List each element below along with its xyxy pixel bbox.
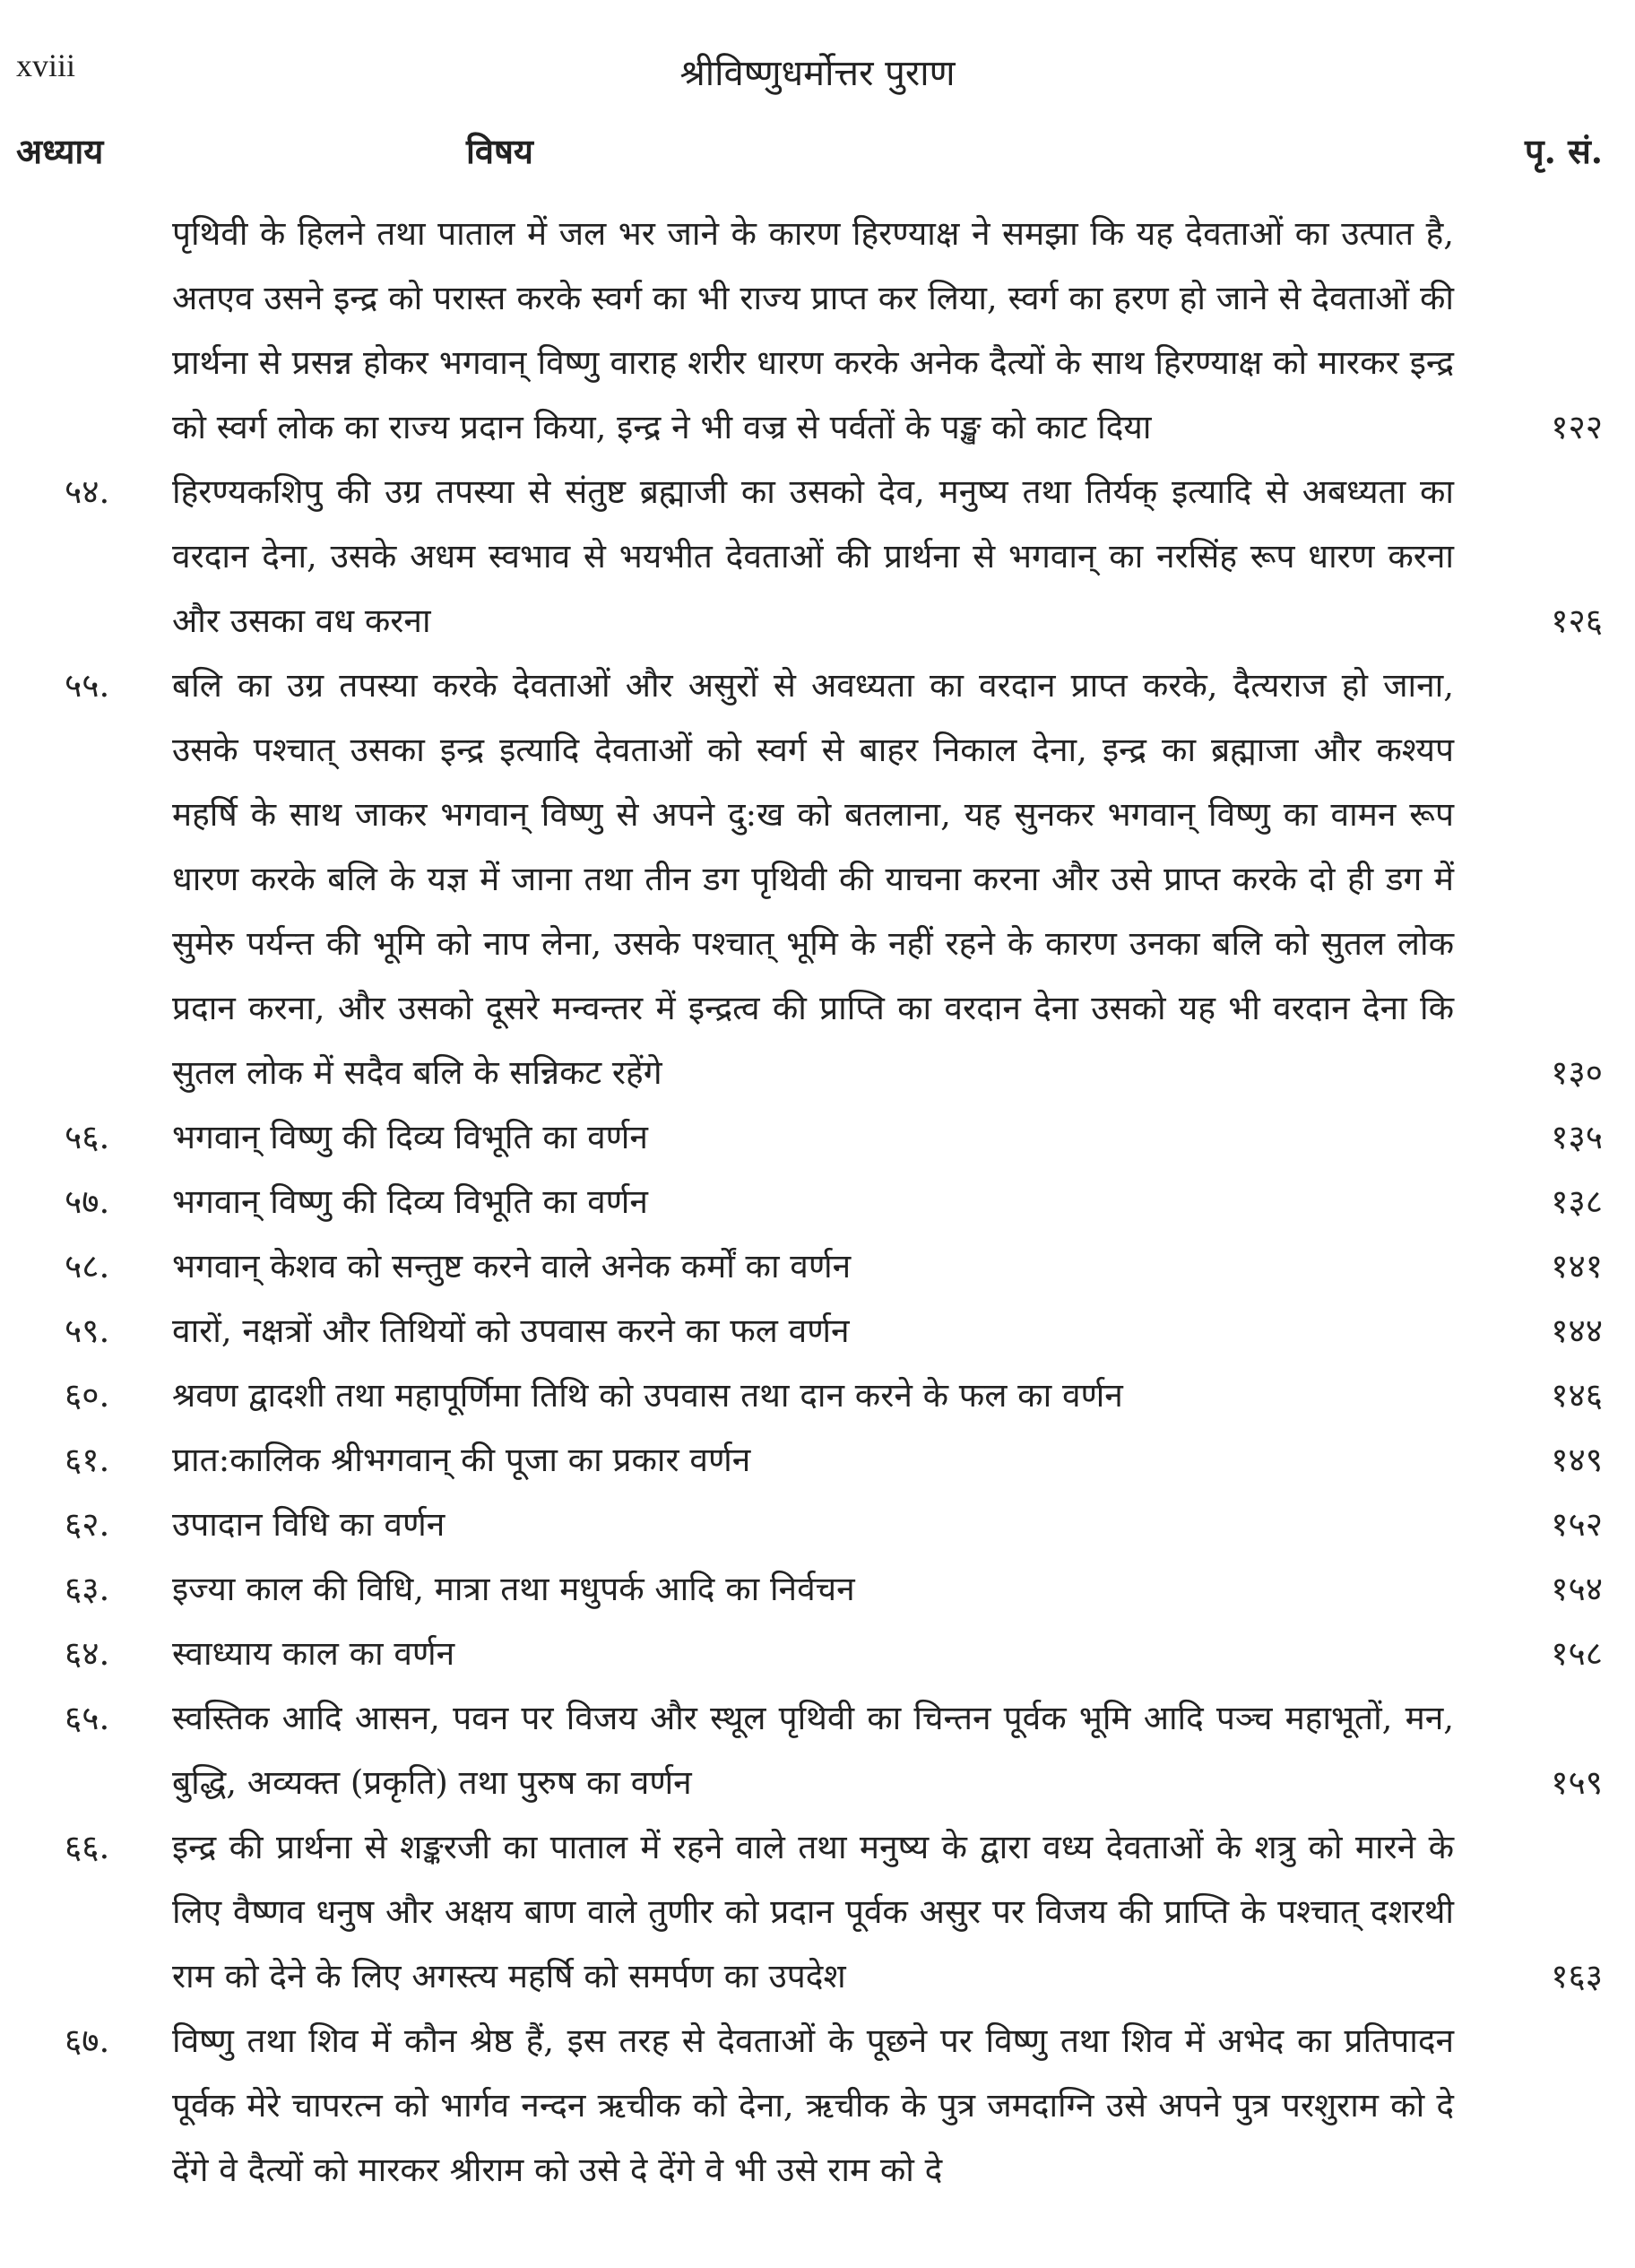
chapter-number: ६२. [65,1505,110,1544]
column-header-page: पृ. सं. [1525,131,1603,171]
page-reference: १५८ [1551,1634,1603,1673]
page-reference: १४९ [1551,1441,1603,1479]
contents-entry [0,1686,1635,1815]
contents-entry [0,460,1635,654]
chapter-number: ५५. [65,666,110,705]
chapter-subject: बलि का उग्र तपस्या करके देवताओं और असुरों से अवध्यता का वरदान प्राप्त करके, दैत्यराज हो जाना, उसके पश्चात् उसका इन्द्र इत्यादि देवताओं को स्वर्ग से बाहर निकाल देना, इन्द्र का ब्रह्माजा और कश्यप महर्षि के साथ जाकर भगवान् विष्णु से अपने दु:ख को बतलाना, यह सुनकर भगवान् विष्णु का वामन रूप धारण करके बलि के यज्ञ में जाना तथा तीन डग पृथिवी की याचना करना और उसे प्राप्त करके दो ही डग में सुमेरु पर्यन्त की भूमि को नाप लेना, उसके पश्चात् भूमि के नहीं रहने के कारण उनका बलि को सुतल लोक प्रदान करना, और उसको दूसरे मन्वन्तर में इन्द्रत्व की प्राप्ति का वरदान देना उसको यह भी वरदान देना कि सुतल लोक में सदैव बलि के सन्निकट रहेंगे [172,666,1454,1092]
contents-entry [0,1428,1635,1493]
chapter-number: ५६. [65,1118,110,1156]
column-headers [0,127,1635,190]
chapter-subject: विष्णु तथा शिव में कौन श्रेष्ठ हैं, इस तरह से देवताओं के पूछने पर विष्णु तथा शिव में अभेद का प्रतिपादन पूर्वक मेरे चापरत्न को भार्गव नन्दन ऋचीक को देना, ऋचीक के पुत्र जमदाग्नि उसे अपने पुत्र परशुराम को दे देंगे वे दैत्यों को मारकर श्रीराम को उसे दे देंगे वे भी उसे राम को दे [172,2021,1454,2189]
chapter-subject: पृथिवी के हिलने तथा पाताल में जल भर जाने के कारण हिरण्याक्ष ने समझा कि यह देवताओं का उत्पात है, अतएव उसने इन्द्र को परास्त करके स्वर्ग का भी राज्य प्राप्त कर लिया, स्वर्ग का हरण हो जाने से देवताओं की प्रार्थना से प्रसन्न होकर भगवान् विष्णु वाराह शरीर धारण करके अनेक दैत्यों के साथ हिरण्याक्ष को मारकर इन्द्र को स्वर्ग लोक का राज्य प्रदान किया, इन्द्र ने भी वज्र से पर्वतों के पङ्ख को काट दिया [172,214,1454,446]
contents-entry [0,1557,1635,1622]
page-reference: १३८ [1551,1182,1603,1221]
contents-entry [0,1363,1635,1428]
chapter-subject: स्वाध्याय काल का वर्णन [172,1634,455,1673]
chapter-subject: इज्या काल की विधि, मात्रा तथा मधुपर्क आदि का निर्वचन [172,1570,855,1608]
chapter-subject: भगवान् विष्णु की दिव्य विभूति का वर्णन [172,1182,648,1221]
page-reference: १३० [1551,1053,1603,1092]
chapter-number: ५९. [65,1311,110,1350]
contents-entry [0,1234,1635,1299]
chapter-number: ६६. [65,1828,110,1866]
contents-entry [0,1622,1635,1686]
page-reference: १३५ [1551,1118,1603,1156]
chapter-subject: हिरण्यकशिपु की उग्र तपस्या से संतुष्ट ब्रह्माजी का उसको देव, मनुष्य तथा तिर्यक् इत्यादि से अबध्यता का वरदान देना, उसके अधम स्वभाव से भयभीत देवताओं की प्रार्थना से भगवान् का नरसिंह रूप धारण करना और उसका वध करना [172,472,1454,640]
chapter-number: ६१. [65,1441,110,1479]
page-header [0,47,1635,100]
column-header-chapter: अध्याय [16,131,104,171]
chapter-number: ५८. [65,1247,110,1285]
contents-entry [0,1815,1635,2009]
chapter-subject: वारों, नक्षत्रों और तिथियों को उपवास करने का फल वर्णन [172,1311,850,1350]
chapter-number: ६५. [65,1699,110,1737]
chapter-subject: भगवान् केशव को सन्तुष्ट करने वाले अनेक कर्मों का वर्णन [172,1247,852,1285]
contents-entry [0,654,1635,1105]
chapter-number: ६३. [65,1570,110,1608]
contents-entry [0,1299,1635,1363]
chapter-number: ६७. [65,2021,110,2060]
contents-entry [0,1493,1635,1557]
chapter-number: ६४. [65,1634,110,1673]
contents-entry [0,202,1635,460]
chapter-number: ५७. [65,1182,110,1221]
chapter-subject: स्वस्तिक आदि आसन, पवन पर विजय और स्थूल पृथिवी का चिन्तन पूर्वक भूमि आदि पञ्च महाभूतों, मन, बुद्धि, अव्यक्त (प्रकृति) तथा पुरुष का वर्णन [172,1699,1454,1802]
page-reference: १५२ [1551,1505,1603,1544]
page-number: xviii [16,48,76,83]
page-reference: १६३ [1551,1957,1603,1995]
page-reference: १५४ [1551,1570,1603,1608]
contents-entry [0,2009,1635,2203]
chapter-subject: उपादान विधि का वर्णन [172,1505,446,1544]
page-reference: १४४ [1551,1311,1603,1350]
chapter-subject: श्रवण द्वादशी तथा महापूर्णिमा तिथि को उपवास तथा दान करने के फल का वर्णन [172,1376,1123,1415]
page-reference: १५९ [1551,1763,1603,1802]
chapter-number: ६०. [65,1376,110,1415]
contents-list [0,202,1635,2203]
chapter-subject: इन्द्र की प्रार्थना से शङ्करजी का पाताल में रहने वाले तथा मनुष्य के द्वारा वध्य देवताओं के शत्रु को मारने के लिए वैष्णव धनुष और अक्षय बाण वाले तुणीर को प्रदान पूर्वक असुर पर विजय की प्राप्ति के पश्चात् दशरथी राम को देने के लिए अगस्त्य महर्षि को समर्पण का उपदेश [172,1828,1455,1995]
page-reference: १२२ [1551,408,1603,446]
page-reference: १४१ [1551,1247,1603,1285]
chapter-number: ५४. [65,472,110,511]
page-reference: १२६ [1551,602,1603,640]
contents-entry [0,1105,1635,1170]
contents-entry [0,1170,1635,1234]
running-title: श्रीविष्णुधर्मोत्तर पुराण [679,53,956,94]
page-reference: १४६ [1551,1376,1603,1415]
column-header-subject: विषय [466,131,533,171]
chapter-subject: भगवान् विष्णु की दिव्य विभूति का वर्णन [172,1118,648,1156]
chapter-subject: प्रात:कालिक श्रीभगवान् की पूजा का प्रकार वर्णन [172,1441,751,1479]
